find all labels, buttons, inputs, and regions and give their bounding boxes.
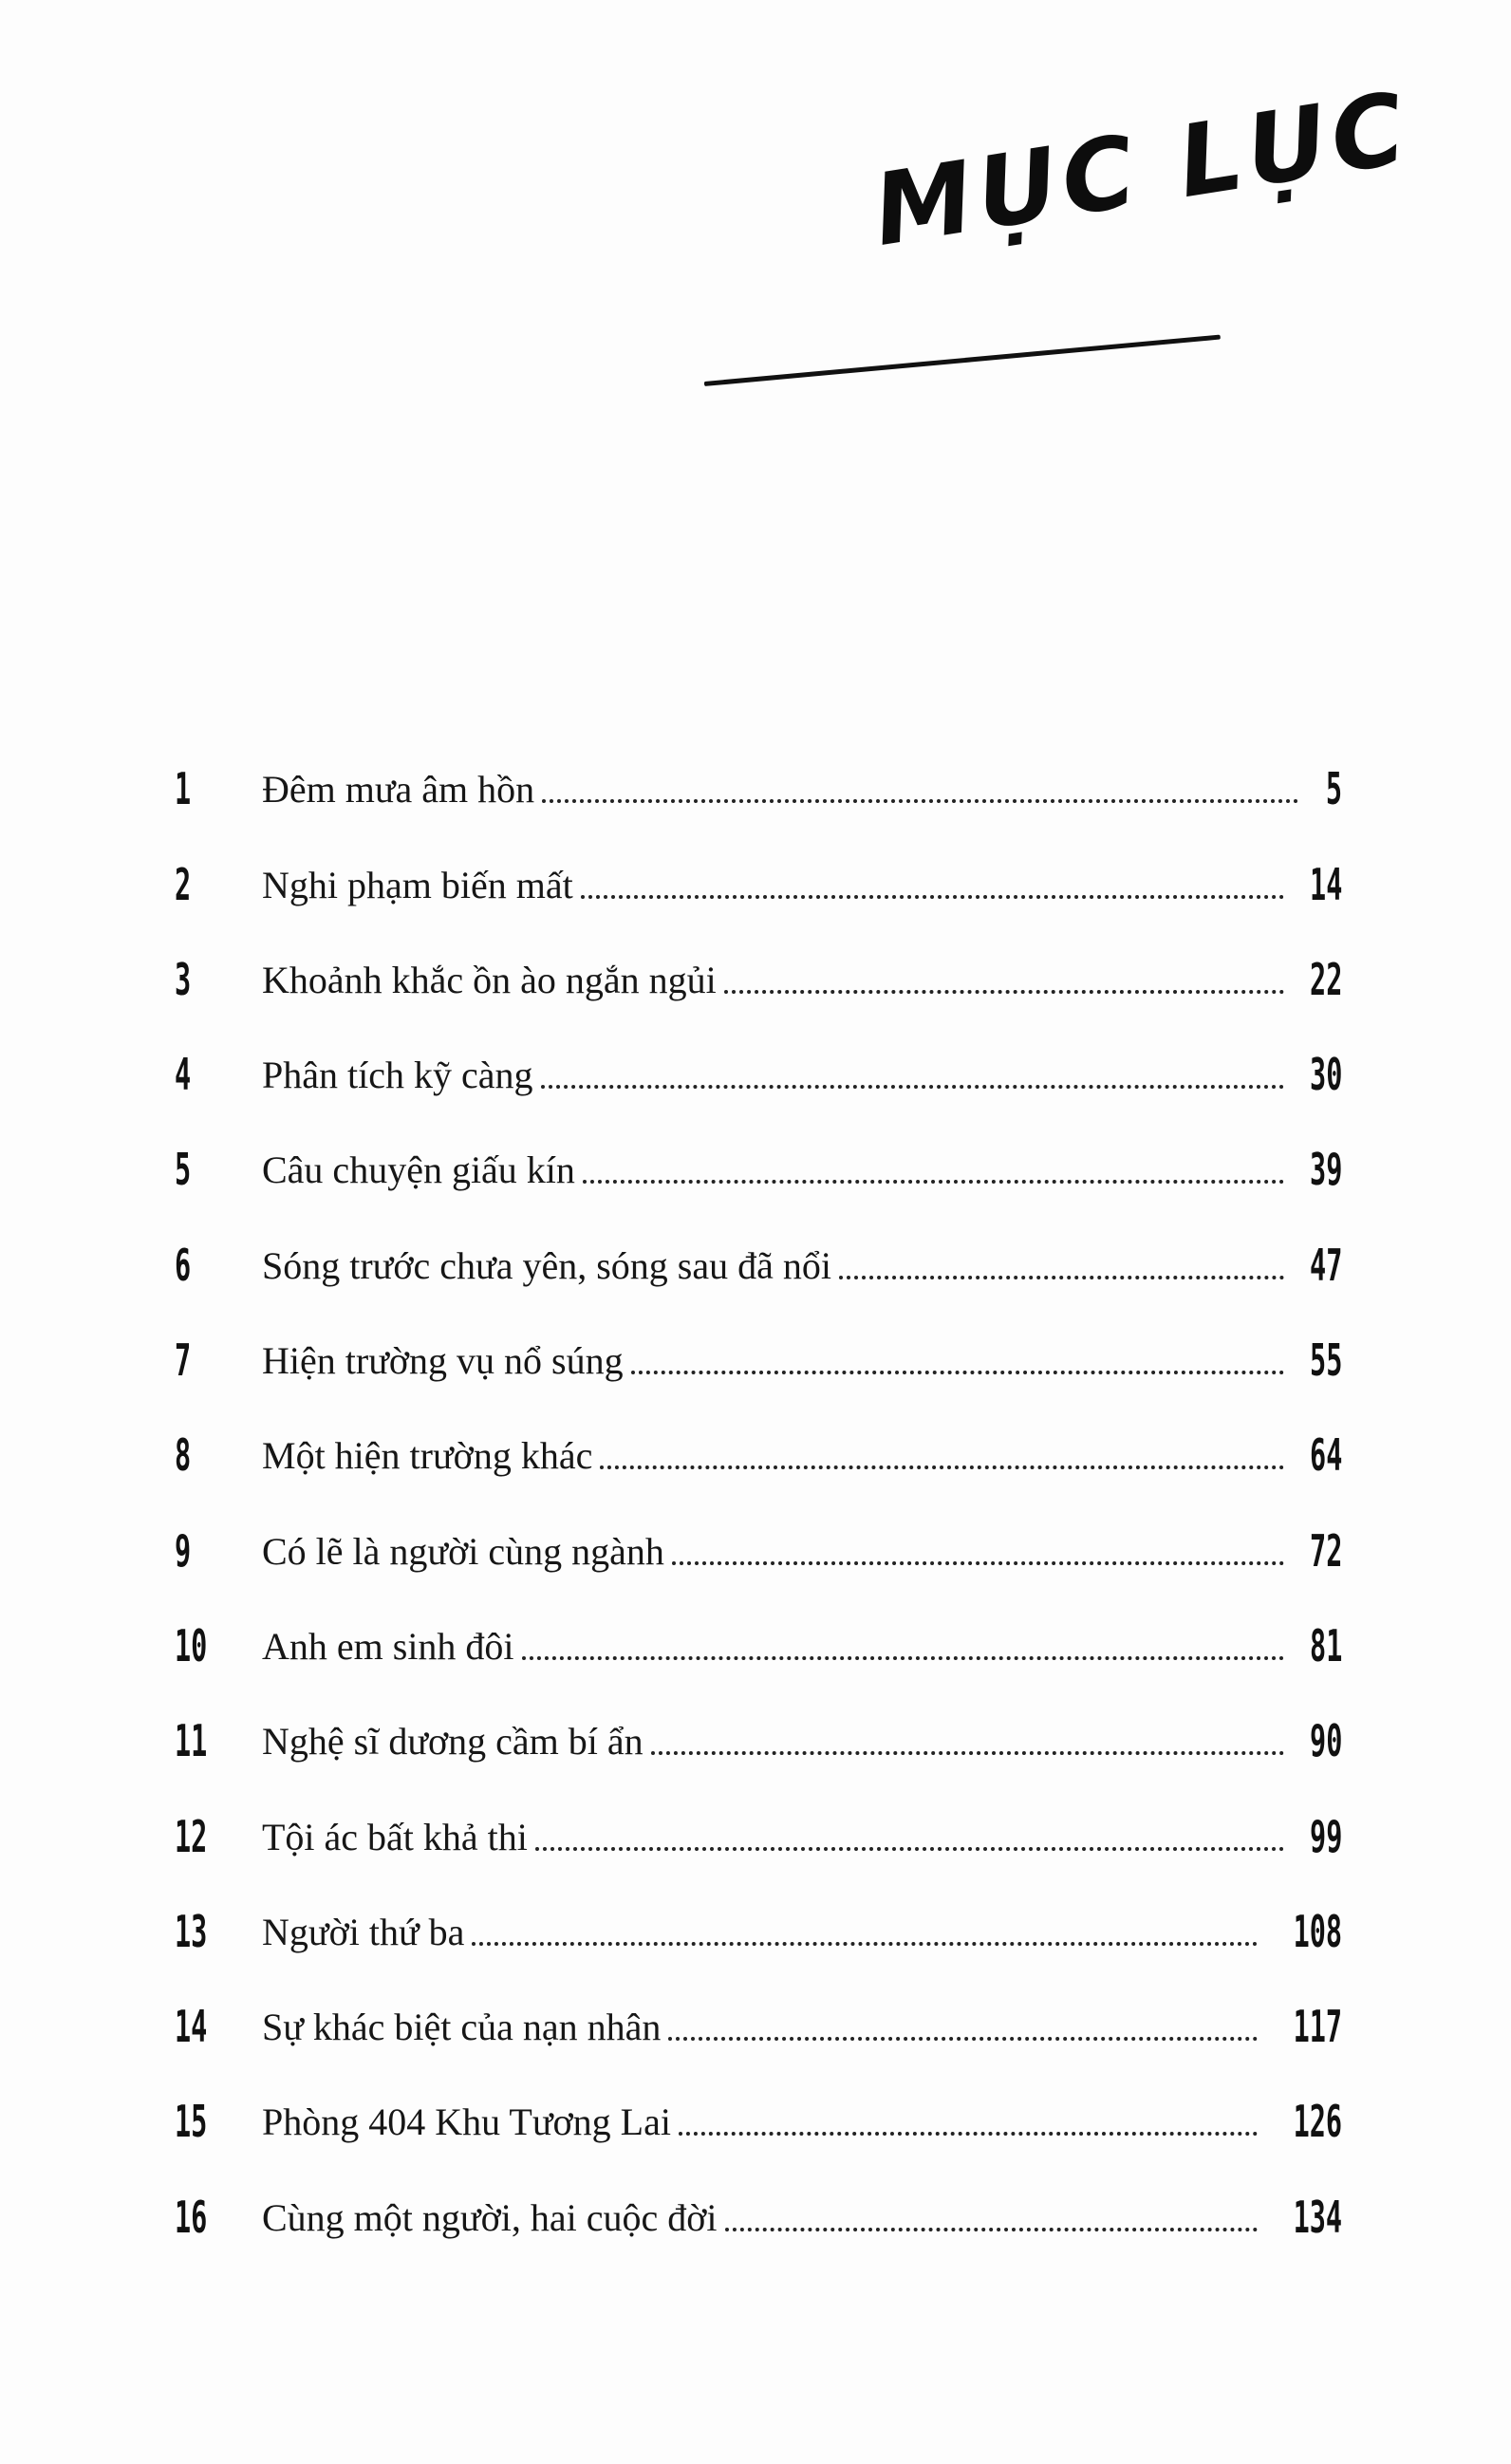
chapter-number: 11 <box>175 1715 208 1767</box>
chapter-title: Có lẽ là người cùng ngành <box>262 1529 664 1573</box>
dot-leader <box>522 1656 1284 1660</box>
page-number: 72 <box>1309 1524 1342 1577</box>
page-number: 30 <box>1309 1049 1342 1101</box>
toc-entry[interactable] <box>175 914 1342 1009</box>
chapter-number: 16 <box>175 2191 208 2243</box>
toc-entry[interactable] <box>175 1009 1342 1104</box>
chapter-number: 9 <box>175 1524 192 1577</box>
dot-leader <box>581 895 1284 899</box>
chapter-number: 10 <box>175 1619 208 1671</box>
toc-entry[interactable] <box>175 2056 1342 2151</box>
toc-entry[interactable] <box>175 1770 1342 1865</box>
page-number: 64 <box>1309 1429 1342 1482</box>
chapter-number: 8 <box>175 1429 192 1482</box>
title-underline <box>704 335 1221 386</box>
chapter-number: 4 <box>175 1049 192 1101</box>
dot-leader <box>839 1276 1284 1279</box>
chapter-title: Nghi phạm biến mất <box>262 863 573 906</box>
chapter-title: Đêm mưa âm hồn <box>262 768 535 812</box>
chapter-title: Phân tích kỹ càng <box>262 1054 533 1097</box>
toc-entry[interactable] <box>175 818 1342 913</box>
chapter-title: Nghệ sĩ dương cầm bí ẩn <box>262 1720 644 1764</box>
dot-leader <box>679 2132 1258 2136</box>
chapter-number: 13 <box>175 1905 208 1957</box>
chapter-number: 7 <box>175 1335 192 1387</box>
dot-leader <box>535 1847 1284 1851</box>
toc-entry[interactable] <box>175 723 1342 818</box>
dot-leader <box>472 1942 1258 1946</box>
page-number: 47 <box>1309 1239 1342 1291</box>
chapter-title: Cùng một người, hai cuộc đời <box>262 2195 718 2239</box>
chapter-title: Sự khác biệt của nạn nhân <box>262 2006 662 2049</box>
dot-leader <box>651 1751 1284 1755</box>
chapter-title: Tội ác bất khả thi <box>262 1815 528 1858</box>
toc-entry[interactable] <box>175 1961 1342 2056</box>
chapter-title: Phòng 404 Khu Tương Lai <box>262 2100 671 2144</box>
toc-entry[interactable] <box>175 1295 1342 1390</box>
toc-entry[interactable] <box>175 1199 1342 1294</box>
chapter-number: 15 <box>175 2096 208 2148</box>
page-number: 55 <box>1309 1335 1342 1387</box>
toc-entry[interactable] <box>175 1580 1342 1675</box>
chapter-number: 1 <box>175 763 192 815</box>
page-number: 90 <box>1309 1715 1342 1767</box>
dot-leader <box>668 2037 1257 2041</box>
page-number: 117 <box>1293 2001 1342 2053</box>
toc-entry[interactable] <box>175 1866 1342 1961</box>
page-number: 126 <box>1293 2096 1342 2148</box>
chapter-title: Câu chuyện giấu kín <box>262 1148 575 1192</box>
page-number: 39 <box>1309 1144 1342 1196</box>
page-number: 99 <box>1309 1810 1342 1862</box>
page-number: 134 <box>1293 2191 1342 2243</box>
dot-leader <box>631 1371 1284 1374</box>
page-number: 22 <box>1309 953 1342 1005</box>
table-of-contents <box>175 723 1342 2247</box>
toc-entry[interactable] <box>175 2151 1342 2246</box>
toc-entry[interactable] <box>175 1484 1342 1579</box>
chapter-number: 12 <box>175 1810 208 1862</box>
chapter-title: Anh em sinh đôi <box>262 1624 514 1668</box>
chapter-number: 2 <box>175 858 192 910</box>
chapter-title: Khoảnh khắc ồn ào ngắn ngủi <box>262 958 717 1001</box>
page-number: 108 <box>1293 1905 1342 1957</box>
chapter-number: 3 <box>175 953 192 1005</box>
toc-entry[interactable] <box>175 1390 1342 1484</box>
page-number: 5 <box>1325 763 1342 815</box>
page-number: 14 <box>1309 858 1342 910</box>
toc-entry[interactable] <box>175 1675 1342 1770</box>
chapter-title: Hiện trường vụ nổ súng <box>262 1339 624 1383</box>
dot-leader <box>724 990 1284 994</box>
dot-leader <box>600 1465 1283 1469</box>
page-number: 81 <box>1309 1619 1342 1671</box>
chapter-number: 5 <box>175 1144 192 1196</box>
dot-leader <box>583 1180 1284 1184</box>
page-title: MỤC LỤC <box>866 69 1418 269</box>
chapter-title: Người thứ ba <box>262 1910 465 1953</box>
toc-entry[interactable] <box>175 1104 1342 1199</box>
dot-leader <box>725 2228 1258 2231</box>
chapter-number: 6 <box>175 1239 192 1291</box>
chapter-title: Sóng trước chưa yên, sóng sau đã nổi <box>262 1243 831 1287</box>
dot-leader <box>672 1561 1284 1565</box>
chapter-title: Một hiện trường khác <box>262 1434 593 1478</box>
dot-leader <box>541 1085 1284 1089</box>
dot-leader <box>542 799 1298 803</box>
chapter-number: 14 <box>175 2001 208 2053</box>
